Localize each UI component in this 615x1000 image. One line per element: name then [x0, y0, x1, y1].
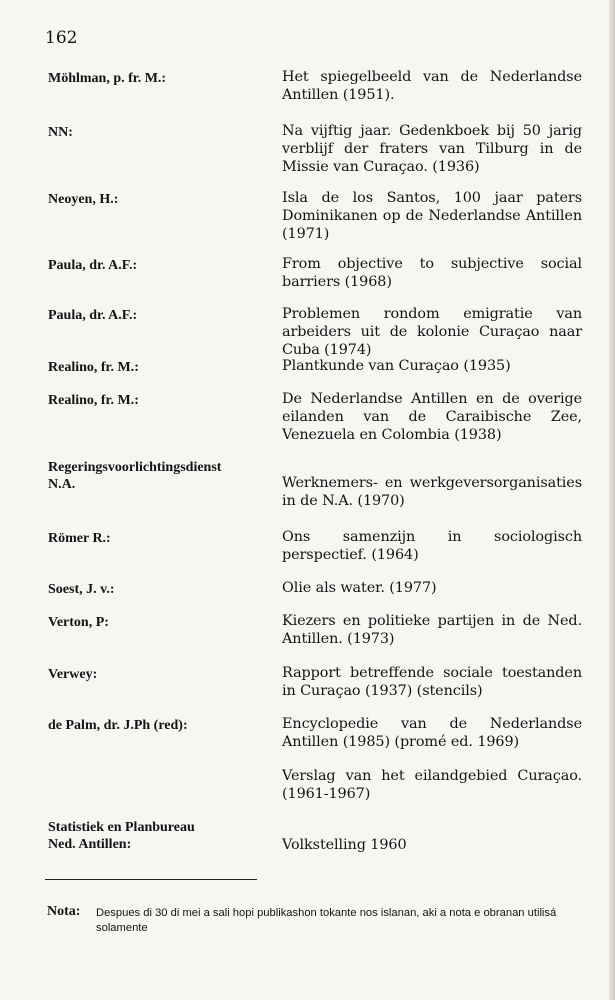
entry-title: Werknemers- en werkgeversorganisaties in de N.A. (1970) — [282, 475, 582, 509]
entry-title: Olie als water. (1977) — [282, 580, 437, 596]
entry-title: Isla de los Santos, 100 jaar paters Dominikanen op de Nederlandse Antillen (1971) — [282, 190, 582, 242]
entry-author: Statistiek en Planbureau Ned. Antillen: — [48, 820, 195, 852]
entry-author: de Palm, dr. J.Ph (red): — [48, 718, 188, 733]
entry-title: Encyclopedie van de Nederlandse Antillen (1985) (promé ed. 1969) — [282, 716, 582, 750]
entry-title: Problemen rondom emigratie van arbeiders uit de kolonie Curaçao naar Cuba (1974) — [282, 306, 582, 358]
entry-author: Verton, P: — [48, 615, 109, 630]
entry-title: Plantkunde van Curaçao (1935) — [282, 358, 511, 374]
entry-author: Realino, fr. M.: — [48, 393, 139, 408]
footnote-divider — [45, 879, 257, 880]
entry-author: Realino, fr. M.: — [48, 360, 139, 375]
entry-title: Het spiegelbeeld van de Nederlandse Antillen (1951). — [282, 69, 582, 103]
entry-author: Soest, J. v.: — [48, 582, 115, 597]
entry-author: NN: — [48, 125, 73, 140]
entry-author: Paula, dr. A.F.: — [48, 308, 138, 323]
entry-title: De Nederlandse Antillen en de overige eilanden van de Caraibische Zee, Venezuela en Colombia (1938) — [282, 391, 582, 443]
entry-author: Regeringsvoorlichtingsdienst N.A. — [48, 460, 222, 492]
entry-author: Paula, dr. A.F.: — [48, 258, 138, 273]
entry-title: Ons samenzijn in sociologisch perspectief. (1964) — [282, 529, 582, 563]
entry-author: Möhlman, p. fr. M.: — [48, 71, 167, 86]
entry-author: Neoyen, H.: — [48, 192, 119, 207]
entry-title: Kiezers en politieke partijen in de Ned. Antillen. (1973) — [282, 613, 582, 647]
entry-title: From objective to subjective social barriers (1968) — [282, 256, 582, 290]
page-number: 162 — [45, 28, 78, 48]
entry-title: Rapport betreffende sociale toestanden in Curaçao (1937) (stencils) — [282, 665, 582, 699]
footnote-text: Despues di 30 di mei a sali hopi publikashon tokante nos islanan, aki a nota e obranan utilisá solamente — [96, 907, 557, 934]
footnote-label: Nota: — [47, 904, 81, 919]
entry-title: Verslag van het eilandgebied Curaçao. (1961-1967) — [282, 768, 582, 802]
entry-title: Volkstelling 1960 — [282, 837, 407, 853]
entry-title: Na vijftig jaar. Gedenkboek bij 50 jarig verblijf der fraters van Tilburg in de Missie van Curaçao. (1936) — [282, 123, 582, 175]
page-edge — [609, 0, 615, 1000]
entry-author: Römer R.: — [48, 531, 111, 546]
entry-author: Verwey: — [48, 667, 98, 682]
